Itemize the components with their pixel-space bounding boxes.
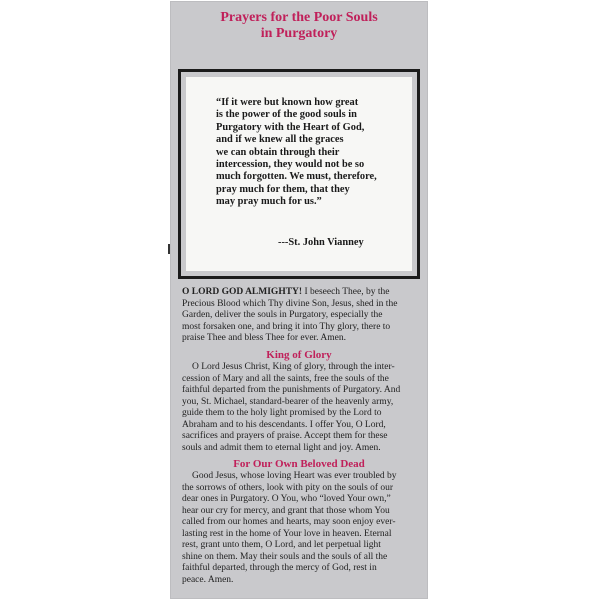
prayer-line: hear our cry for mercy, and grant that those whom You [182,505,390,516]
prayer-line: called from our homes and hearts, may soon enjoy ever- [182,517,396,527]
prayer-lead: O LORD GOD ALMIGHTY! [182,287,303,297]
quote-line: we can obtain through their [216,146,340,158]
prayer-line: the sorrows of others, look with pity on the souls of our [182,482,394,493]
prayer-line: most forsaken one, and bring it into Thy glory, there to [182,321,391,332]
prayer-line: shine on them. May their souls and the souls of all the [182,551,388,562]
quote-line: may pray much for us.” [216,196,322,208]
prayer-line: sacrifices and prayers of praise. Accept them for these [182,431,388,441]
prayer-line: Good Jesus, whose loving Heart was ever troubled by [192,471,397,481]
quote-line: is the power of the good souls in [216,109,357,121]
quote-line: Purgatory with the Heart of God, [216,121,365,133]
quote-line: intercession, they would not be so [216,159,365,171]
prayer-line [182,287,416,299]
prayer-line: you, St. Michael, standard-bearer of the heavenly army, [182,396,394,407]
quote-box-inner [186,77,412,271]
prayer-line: faithful departed, through the mercy of God, rest in [182,563,377,573]
prayer-beloved-dead [182,471,416,586]
prayer-line: lasting rest in the home of Your love in heaven. Eternal [182,528,392,539]
prayer-card [170,1,428,599]
title-line: Prayers for the Poor Souls [220,10,378,25]
prayer-line: O Lord Jesus Christ, King of glory, through the inter- [192,362,395,372]
prayer-almighty [182,287,416,345]
prayer-line: souls and admit them to eternal light and joy. Amen. [182,442,381,453]
heading-beloved-dead: For Our Own Beloved Dead [233,458,365,470]
quote-box [178,69,420,279]
quote-line: “If it were but known how great [216,97,359,108]
prayer-line: guide them to the holy light promised by the Lord to [182,408,382,418]
heading-king-of-glory: King of Glory [266,349,332,361]
prayer-line: cession of Mary and all the saints, free the souls of the [182,373,389,384]
prayer-line: Precious Blood which Thy divine Son, Jesus, shed in the [182,298,398,309]
fold-mark [168,244,170,254]
prayer-line: Abraham and to his descendants. I offer You, O Lord, [182,419,386,430]
prayer-line: peace. Amen. [182,574,234,585]
prayer-king-of-glory [182,362,416,454]
title-line: in Purgatory [260,26,338,41]
prayer-line-rest: I beseech Thee, by the [302,287,390,297]
prayer-line: praise Thee and bless Thee for ever. Amen. [182,333,346,343]
card-title [170,10,428,42]
quote-text [216,97,386,209]
quote-line: and if we knew all the graces [216,134,344,146]
quote-attribution: ---St. John Vianney [278,237,364,248]
prayer-line: rest, grant unto them, O Lord, and let perpetual light [182,540,381,550]
quote-line: much forgotten. We must, therefore, [216,171,377,183]
prayer-line: Garden, deliver the souls in Purgatory, especially the [182,310,383,320]
quote-line: pray much for them, that they [216,183,350,195]
prayer-line: dear ones in Purgatory. O You, who “loved Your own,” [182,494,391,504]
prayer-line: faithful departed from the punishments of Purgatory. And [182,385,401,395]
